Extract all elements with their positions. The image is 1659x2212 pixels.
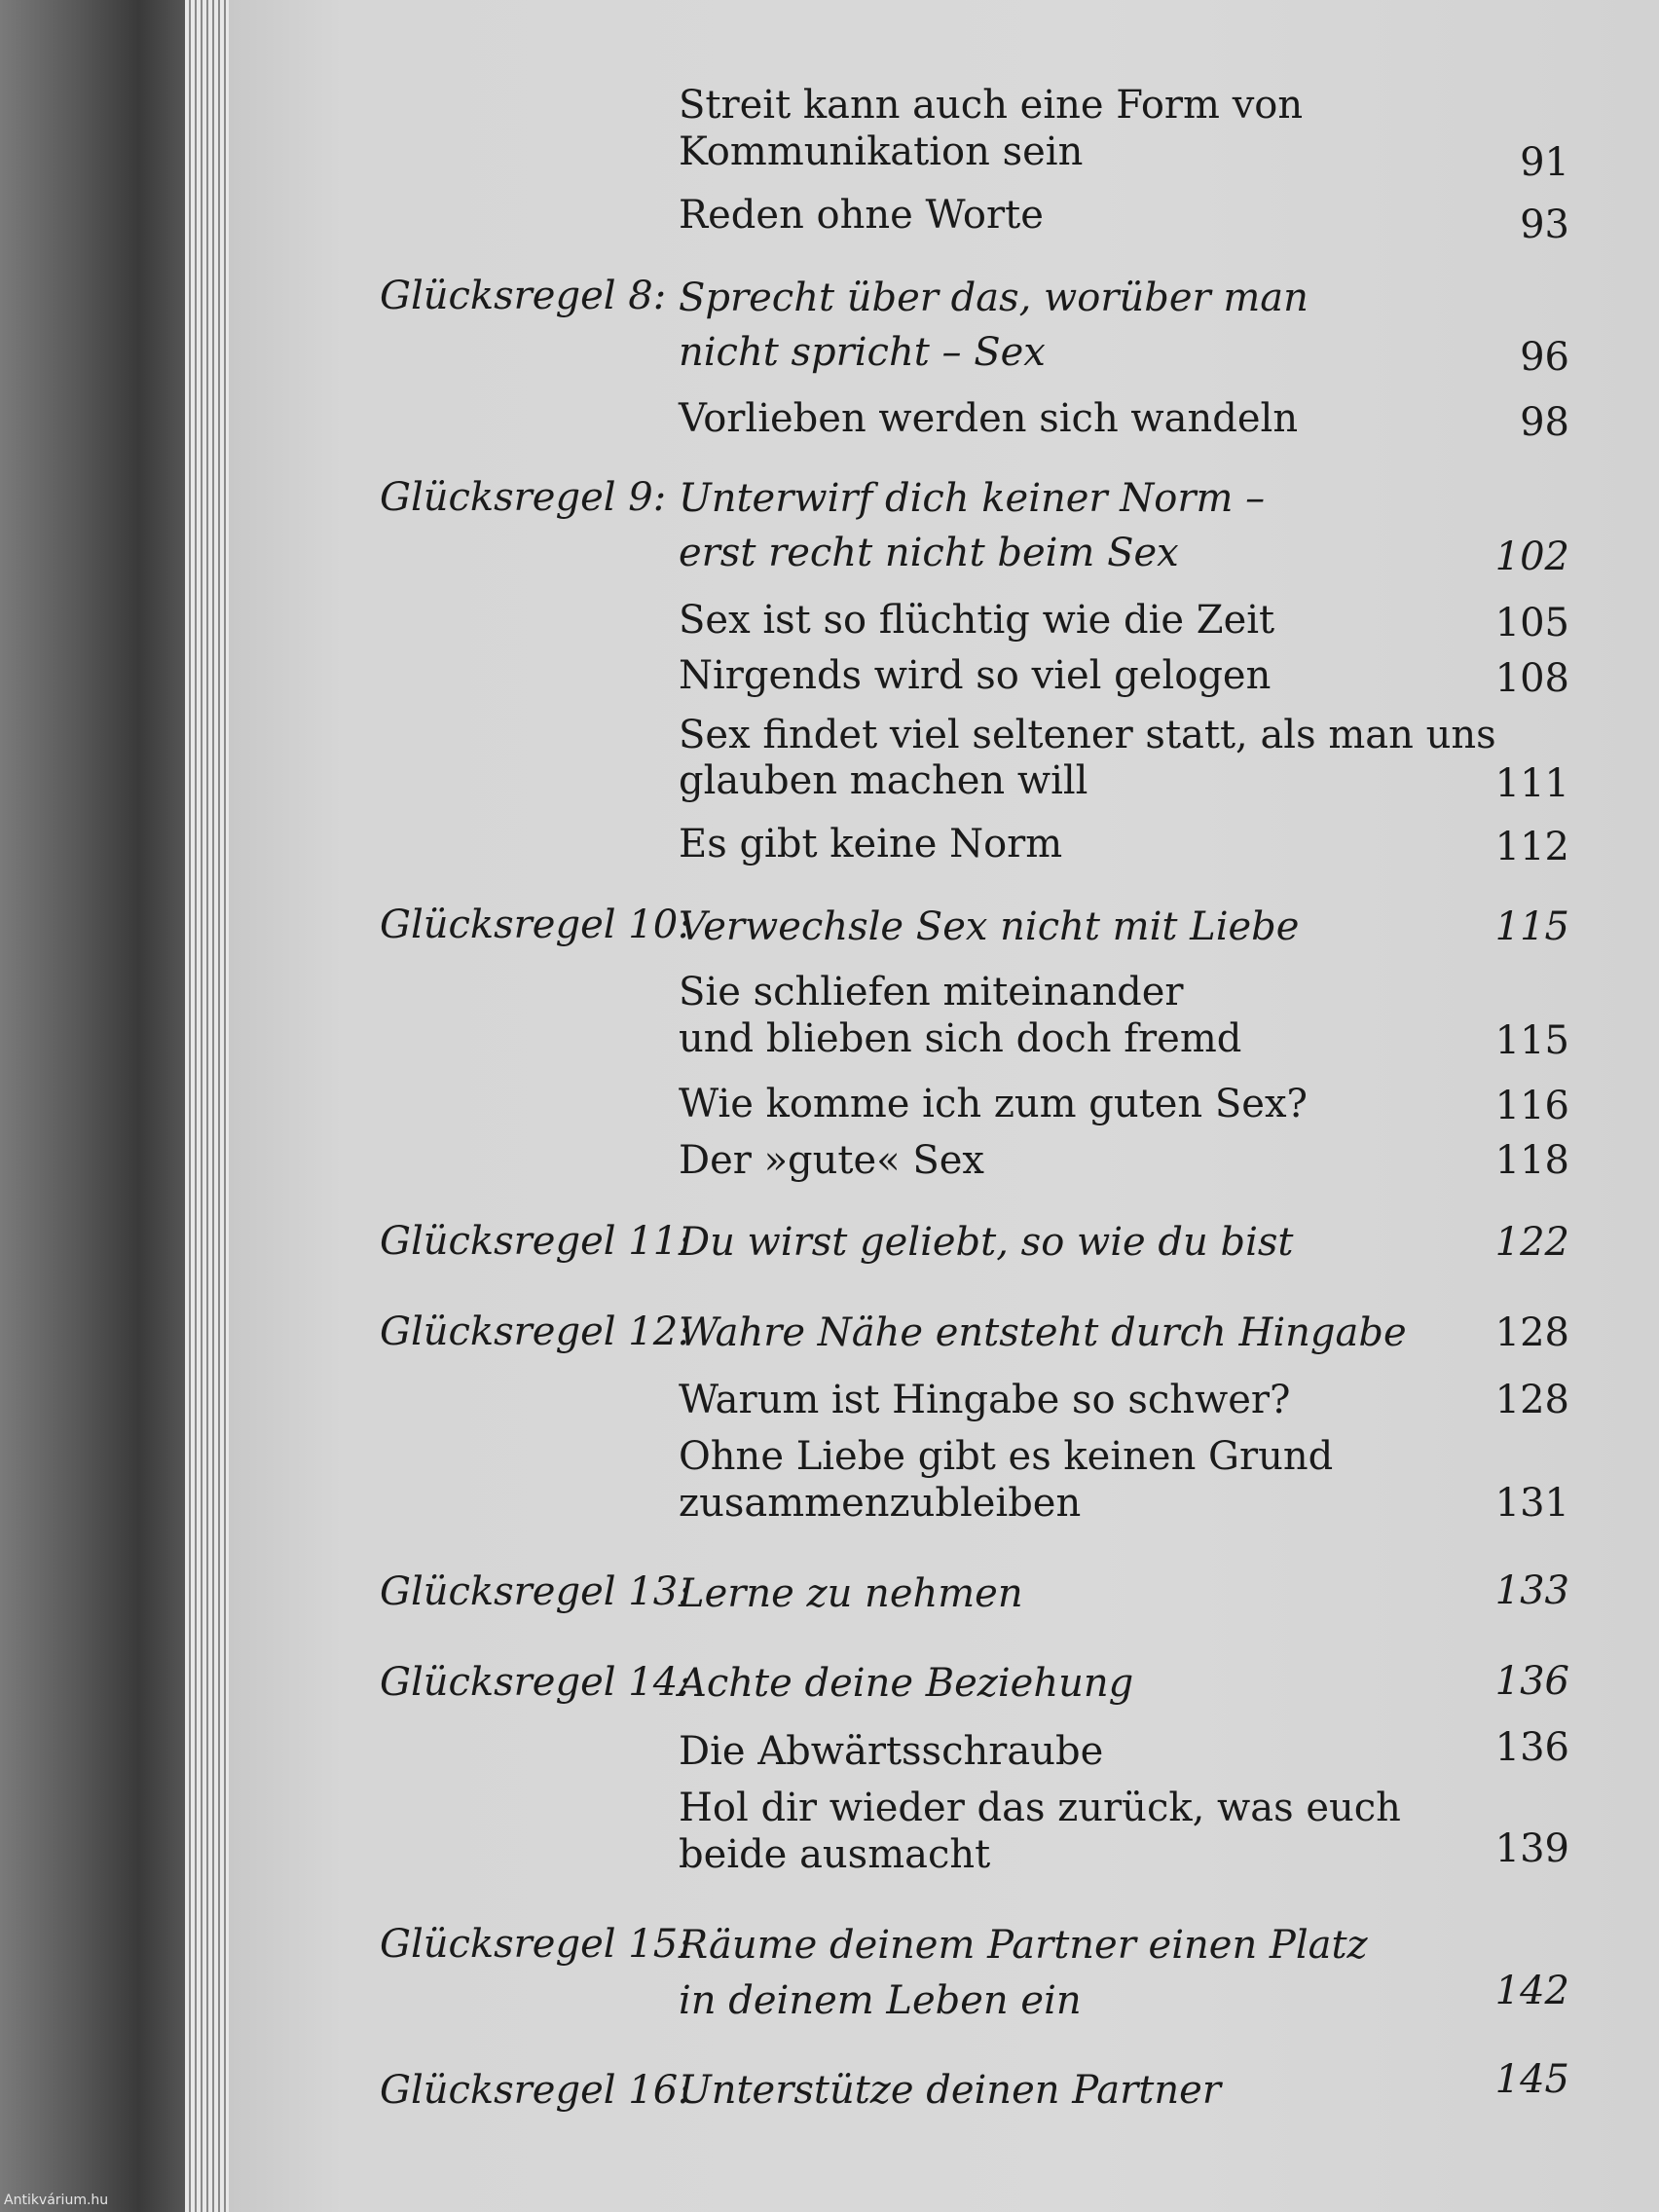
entry-title: Unterstütze deinen Partner [679,2068,1221,2113]
page-number: 108 [1494,656,1569,701]
page-number: 115 [1494,904,1569,949]
page-number: 128 [1494,1310,1569,1355]
page-number: 91 [1520,140,1569,185]
page-number: 136 [1494,1659,1569,1704]
entry-title: Unterwirf dich keiner Norm – [679,476,1266,521]
page-number: 131 [1494,1481,1569,1526]
entry-title: nicht spricht – Sex [679,330,1046,375]
entry-title: Sex ist so flüchtig wie die Zeit [679,598,1275,643]
page-number: 105 [1494,601,1569,645]
entry-title: in deinem Leben ein [679,1978,1082,2023]
entry-title: zusammenzubleiben [679,1481,1082,1526]
entry-title: Sie schliefen miteinander [679,970,1184,1014]
rule-label: Glücksregel 10: [380,903,691,947]
page-number: 98 [1520,400,1569,445]
page-number: 102 [1494,535,1569,579]
rule-label: Glücksregel 8: [380,274,667,318]
rule-label: Glücksregel 9: [380,475,667,520]
page-number: 136 [1494,1725,1569,1770]
entry-title: Warum ist Hingabe so schwer? [679,1378,1291,1422]
rule-label: Glücksregel 16: [380,2068,691,2113]
entry-title: Es gibt keine Norm [679,822,1063,866]
entry-title: Vorlieben werden sich wandeln [679,396,1299,441]
entry-title: erst recht nicht beim Sex [679,531,1179,575]
rule-label: Glücksregel 13: [380,1569,691,1614]
rule-label: Glücksregel 12: [380,1309,691,1354]
page-number: 111 [1494,761,1569,806]
page-number: 93 [1520,203,1569,247]
entry-title: Hol dir wieder das zurück, was euch [679,1786,1401,1830]
page-number: 139 [1494,1826,1569,1871]
entry-title: Reden ohne Worte [679,193,1044,238]
entry-title: und blieben sich doch fremd [679,1016,1242,1061]
entry-title: Verwechsle Sex nicht mit Liebe [679,904,1300,949]
entry-title: Lerne zu nehmen [679,1571,1023,1616]
watermark: Antikvárium.hu [4,2193,109,2208]
rule-label: Glücksregel 15: [380,1922,691,1967]
entry-title: Achte deine Beziehung [679,1661,1134,1706]
entry-title: Räume deinem Partner einen Platz [679,1923,1368,1968]
entry-title: beide ausmacht [679,1832,991,1877]
rule-label: Glücksregel 14: [380,1660,691,1705]
page-number: 128 [1494,1378,1569,1422]
entry-title: Kommunikation sein [679,129,1084,174]
page-number: 122 [1494,1220,1569,1265]
page-number: 115 [1494,1018,1569,1063]
page-number: 133 [1494,1568,1569,1613]
entry-title: Ohne Liebe gibt es keinen Grund [679,1434,1334,1479]
rule-label: Glücksregel 11: [380,1219,691,1264]
entry-title: Wie komme ich zum guten Sex? [679,1082,1308,1126]
entry-title: Sprecht über das, worüber man [679,276,1309,320]
entry-title: Wahre Nähe entsteht durch Hingabe [679,1310,1407,1355]
page-number: 116 [1494,1084,1569,1128]
page-number: 112 [1494,825,1569,869]
entry-title: Streit kann auch eine Form von [679,83,1304,128]
entry-title: Sex findet viel seltener statt, als man uns [679,713,1496,757]
entry-title: Nirgends wird so viel gelogen [679,653,1272,698]
page-number: 96 [1520,335,1569,380]
entry-title: Du wirst geliebt, so wie du bist [679,1220,1294,1265]
page-number: 142 [1494,1969,1569,2013]
entry-title: Die Abwärtsschraube [679,1729,1104,1774]
page-number: 118 [1494,1138,1569,1183]
entry-title: glauben machen will [679,758,1088,803]
entry-title: Der »gute« Sex [679,1138,984,1183]
page-number: 145 [1494,2057,1569,2102]
